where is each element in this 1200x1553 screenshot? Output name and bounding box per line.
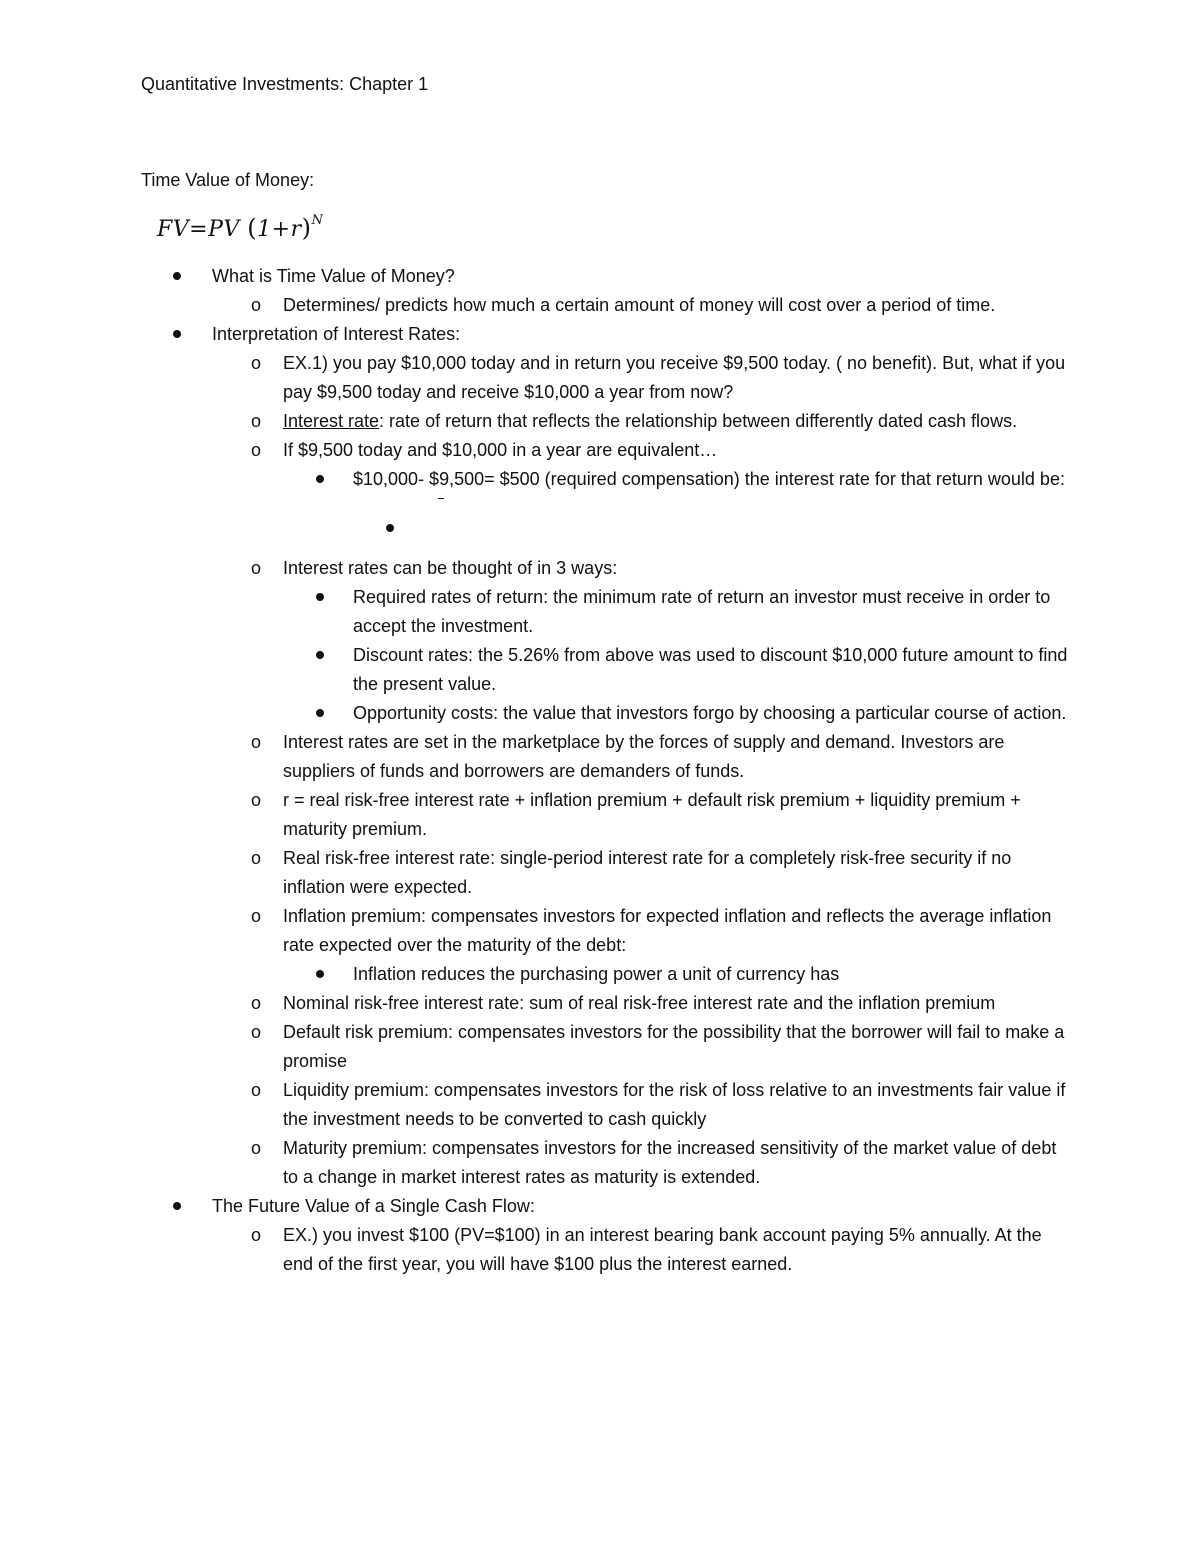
list-item: [0, 349, 1073, 407]
list-item: [0, 699, 1073, 728]
list-item: [0, 554, 1073, 583]
sub-bullet-icon: o: [251, 1080, 262, 1100]
fraction-equation: [0, 494, 1200, 554]
list-item-text: Interpretation of Interest Rates:: [212, 324, 461, 344]
list-item: [0, 1076, 1073, 1134]
list-item-text: Interest rates can be thought of in 3 ways:: [283, 558, 618, 578]
sub-bullet-icon: o: [251, 1022, 262, 1042]
list-item: [0, 902, 1073, 960]
formula-pv: PV: [208, 217, 240, 242]
interest-rate-definition: : rate of return that reflects the relationship between differently dated cash flows.: [379, 411, 1018, 431]
list-item: [0, 786, 1073, 844]
list-item: [0, 844, 1073, 902]
list-item-text: Maturity premium: compensates investors for the increased sensitivity of the market value of debt to a change in market interest rates as maturity is extended.: [283, 1138, 1057, 1187]
list-item-text: What is Time Value of Money?: [212, 266, 455, 286]
list-item-text: The Future Value of a Single Cash Flow:: [212, 1196, 535, 1216]
bullet-icon: [173, 272, 181, 280]
sub-bullet-icon: o: [251, 353, 262, 373]
list-item: [0, 1221, 1073, 1279]
list-item: [0, 262, 1072, 291]
list-item-text: Liquidity premium: compensates investors for the risk of loss relative to an investments fair value if the investment needs to be converted to cash quickly: [283, 1080, 1066, 1129]
list-item-text: If $9,500 today and $10,000 in a year are equivalent…: [283, 440, 718, 460]
fraction-denominator: [438, 499, 444, 501]
list-item-text: Required rates of return: the minimum rate of return an investor must receive in order to accept the investment.: [353, 587, 1051, 636]
sub-bullet-icon: o: [251, 1138, 262, 1158]
formula-base: 1+r: [257, 217, 302, 242]
list-item-text: Inflation premium: compensates investors for expected inflation and reflects the average inflation rate expected over the maturity of the debt:: [283, 906, 1052, 955]
sub-bullet-icon: o: [251, 558, 262, 578]
sub-bullet-icon: o: [251, 440, 262, 460]
sub-bullet-icon: o: [251, 790, 262, 810]
bullet-icon: [316, 651, 324, 659]
list-item: [0, 1192, 1072, 1221]
list-item: [0, 1134, 1073, 1192]
list-item: [0, 989, 1073, 1018]
interest-rate-term: Interest rate: [283, 411, 380, 431]
bullet-icon: [316, 970, 324, 978]
list-item-text: EX.) you invest $100 (PV=$100) in an interest bearing bank account paying 5% annually. At the end of the first year, you will have $100 plus the interest earned.: [283, 1225, 1042, 1274]
list-item-text: EX.1) you pay $10,000 today and in return you receive $9,500 today. ( no benefit). But, what if you pay $9,500 today and receive $10,000 a year from now?: [283, 353, 1066, 402]
sub-bullet-icon: o: [251, 1225, 262, 1245]
sub-bullet-icon: o: [251, 906, 262, 926]
list-item-text: Interest rates are set in the marketplace by the forces of supply and demand. Investors are suppliers of funds and borrowers are demanders of funds.: [283, 732, 1005, 781]
bullet-icon: [173, 330, 181, 338]
list-item: [0, 291, 1073, 320]
sub-bullet-icon: o: [251, 411, 262, 431]
bullet-icon: [316, 709, 324, 717]
list-item-text: Discount rates: the 5.26% from above was used to discount $10,000 future amount to find the present value.: [353, 645, 1068, 694]
sub-bullet-icon: o: [251, 993, 262, 1013]
list-item-text: Real risk-free interest rate: single-period interest rate for a completely risk-free security if no inflation were expected.: [283, 848, 1012, 897]
bullet-list: [0, 262, 1200, 1279]
interest-fraction: [438, 496, 446, 501]
list-item: [0, 728, 1073, 786]
sub-bullet-icon: o: [251, 295, 262, 315]
list-item-text: $10,000- $9,500= $500 (required compensation) the interest rate for that return would be:: [353, 469, 1065, 489]
list-item-text: Opportunity costs: the value that investors forgo by choosing a particular course of action.: [353, 703, 1067, 723]
list-item: [0, 465, 1073, 494]
list-item-text: Default risk premium: compensates investors for the possibility that the borrower will fail to make a promise: [283, 1022, 1065, 1071]
bullet-icon: [316, 593, 324, 601]
bullet-icon: [173, 1202, 181, 1210]
list-item-text: Determines/ predicts how much a certain amount of money will cost over a period of time.: [283, 295, 996, 315]
list-item-text: Nominal risk-free interest rate: sum of real risk-free interest rate and the inflation premium: [283, 993, 996, 1013]
bullet-icon: [316, 475, 324, 483]
list-item-text: Inflation reduces the purchasing power a unit of currency has: [353, 964, 840, 984]
page-header: Quantitative Investments: Chapter 1: [141, 74, 429, 94]
list-item: [0, 436, 1073, 465]
future-value-formula: FV=PV $(1+r)^N$: [157, 213, 324, 242]
list-item: [0, 583, 1073, 641]
section-title: Time Value of Money:: [141, 170, 315, 190]
formula-fv: FV: [157, 217, 190, 242]
bullet-icon: [386, 524, 394, 532]
list-item-text: r = real risk-free interest rate + inflation premium + default risk premium + liquidity premium + maturity premium.: [283, 790, 1021, 839]
formula-equals: =: [189, 217, 209, 242]
list-item: [0, 320, 1072, 349]
sub-bullet-icon: o: [251, 732, 262, 752]
list-item: [0, 407, 1073, 436]
list-item: [0, 1018, 1073, 1076]
list-item: [0, 960, 1073, 989]
list-item: [0, 641, 1073, 699]
list-item-text: [283, 407, 1073, 436]
formula-exponent: N: [311, 213, 324, 228]
sub-bullet-icon: o: [251, 848, 262, 868]
